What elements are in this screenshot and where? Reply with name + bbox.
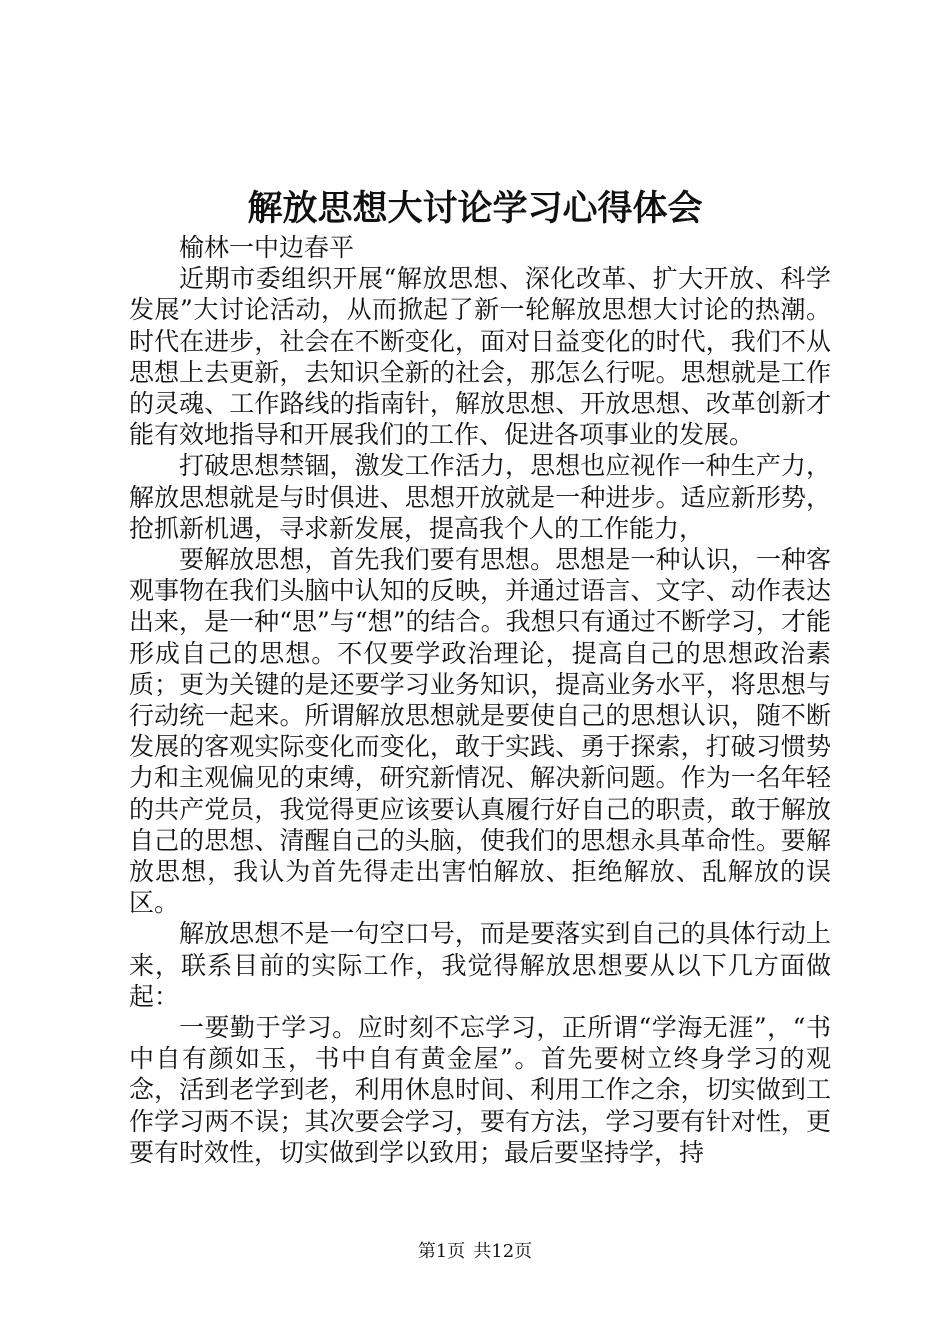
author-line: 榆林一中边春平	[179, 233, 355, 262]
document-body	[129, 232, 831, 1168]
paragraph-5: 一要勤于学习。应时刻不忘学习，正所谓“学海无涯”，“书中自有颜如玉，书中自有黄金屋”。首先要树立终身学习的观念，活到老学到老，利用休息时间、利用工作之余，切实做到工作学习两不误；其次要会学习，要有方法，学习要有针对性，更要有时效性，切实做到学以致用；最后要坚持学，持	[129, 1013, 831, 1167]
document-title: 解放思想大讨论学习心得体会	[247, 188, 703, 229]
paragraph-1: 近期市委组织开展“解放思想、深化改革、扩大开放、科学发展”大讨论活动，从而掀起了新一轮解放思想大讨论的热潮。时代在进步，社会在不断变化，面对日益变化的时代，我们不从思想上去更新，去知识全新的社会，那怎么行呢。思想就是工作的灵魂、工作路线的指南针，解放思想、开放思想、改革创新才能有效地指导和开展我们的工作、促进各项事业的发展。	[129, 264, 831, 450]
page-total: 共12页	[473, 1241, 533, 1262]
paragraph-4: 解放思想不是一句空口号，而是要落实到自己的具体行动上来，联系目前的实际工作，我觉得解放思想要从以下几方面做起：	[129, 919, 831, 1011]
page-footer	[0, 1240, 950, 1264]
page-number: 第1页	[417, 1241, 466, 1262]
paragraph-3: 要解放思想，首先我们要有思想。思想是一种认识，一种客观事物在我们头脑中认知的反映，并通过语言、文字、动作表达出来，是一种“思”与“想”的结合。我想只有通过不断学习，才能形成自己的思想。不仅要学政治理论，提高自己的思想政治素质；更为关键的是还要学习业务知识，提高业务水平，将思想与行动统一起来。所谓解放思想就是要使自己的思想认识，随不断发展的客观实际变化而变化，敢于实践、勇于探索，打破习惯势力和主观偏见的束缚，研究新情况、解决新问题。作为一名年轻的共产党员，我觉得更应该要认真履行好自己的职责，敢于解放自己的思想、清醒自己的头脑，使我们的思想永具革命性。要解放思想，我认为首先得走出害怕解放、拒绝解放、乱解放的误区。	[129, 545, 831, 918]
paragraph-2: 打破思想禁锢，激发工作活力，思想也应视作一种生产力，解放思想就是与时俱进、思想开放就是一种进步。适应新形势，抢抓新机遇，寻求新发展，提高我个人的工作能力，	[129, 451, 831, 543]
